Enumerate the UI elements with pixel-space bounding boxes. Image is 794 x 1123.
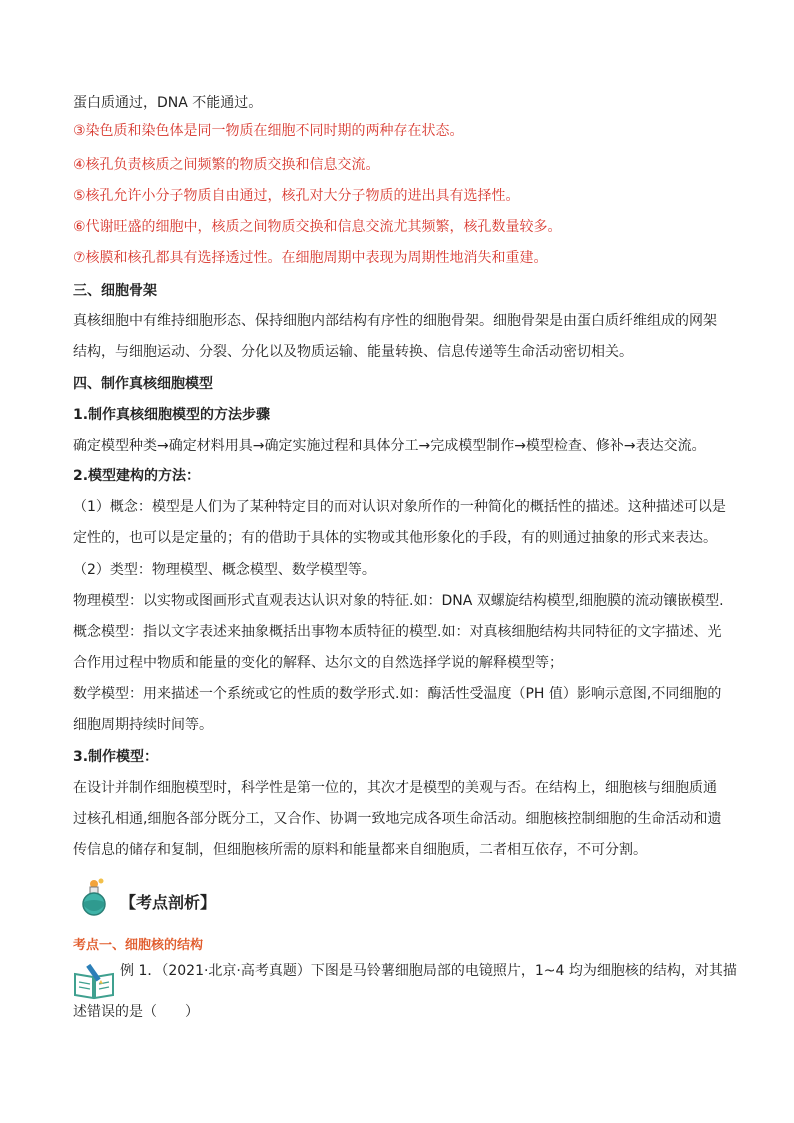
text-line: ⑦核膜和核孔都具有选择透过性。在细胞周期中表现为周期性地消失和重建。 — [73, 250, 548, 266]
example-question: 例 1．（2021·北京·高考真题）下图是马铃薯细胞局部的电镜照片，1~4 均为细胞核的结构，对其描 — [120, 963, 737, 979]
subheading: 1.制作真核细胞模型的方法步骤 — [73, 407, 271, 423]
text-line: 过核孔相通,细胞各部分既分工，又合作、协调一致地完成各项生命活动。细胞核控制细胞的生命活动和遗 — [73, 811, 722, 827]
subheading: 2.模型建构的方法： — [73, 468, 201, 484]
section-heading: 四、制作真核细胞模型 — [73, 376, 213, 392]
text-line: 数学模型：用来描述一个系统或它的性质的数学形式.如：酶活性受温度（PH 值）影响示意图,不同细胞的 — [73, 686, 722, 702]
text-line: 概念模型：指以文字表述来抽象概括出事物本质特征的模型.如：对真核细胞结构共同特征的文字描述、光 — [73, 624, 722, 640]
text-line: 合作用过程中物质和能量的变化的解释、达尔文的自然选择学说的解释模型等； — [73, 655, 563, 671]
text-line: 传信息的储存和复制，但细胞核所需的原料和能量都来自细胞质，二者相互依存，不可分割。 — [73, 842, 647, 858]
text-line: 蛋白质通过，DNA 不能通过。 — [73, 95, 263, 111]
text-line: 细胞周期持续时间等。 — [73, 717, 213, 733]
keypoint-title: 考点一、细胞核的结构 — [73, 938, 204, 953]
subheading: 3.制作模型： — [73, 749, 159, 765]
section-heading: 三、细胞骨架 — [73, 283, 157, 299]
text-line: 真核细胞中有维持细胞形态、保持细胞内部结构有序性的细胞骨架。细胞骨架是由蛋白质纤维组成的网架 — [73, 313, 717, 329]
text-line: 确定模型种类→确定材料用具→确定实施过程和具体分工→完成模型制作→模型检查、修补→表达交流。 — [73, 438, 706, 454]
text-line: （2）类型：物理模型、概念模型、数学模型等。 — [73, 562, 376, 578]
text-line: ⑥代谢旺盛的细胞中，核质之间物质交换和信息交流尤其频繁，核孔数量较多。 — [73, 219, 562, 235]
example-question-cont: 述错误的是（ ） — [73, 1004, 199, 1020]
text-line: （1）概念：模型是人们为了某种特定目的而对认识对象所作的一种简化的概括性的描述。这种描述可以是 — [73, 499, 726, 515]
text-line: 在设计并制作细胞模型时，科学性是第一位的，其次才是模型的美观与否。在结构上，细胞核与细胞质通 — [73, 780, 717, 796]
text-line: ③染色质和染色体是同一物质在细胞不同时期的两种存在状态。 — [73, 123, 464, 139]
flask-icon — [74, 876, 114, 916]
text-line: ④核孔负责核质之间频繁的物质交换和信息交流。 — [73, 157, 380, 173]
text-line: ⑤核孔允许小分子物质自由通过，核孔对大分子物质的进出具有选择性。 — [73, 188, 520, 204]
text-line: 结构，与细胞运动、分裂、分化以及物质运输、能量转换、信息传递等生命活动密切相关。 — [73, 344, 633, 360]
section-title: 【考点剖析】 — [120, 893, 217, 912]
text-line: 物理模型：以实物或图画形式直观表达认识对象的特征.如：DNA 双螺旋结构模型,细胞膜的流动镶嵌模型. — [73, 593, 724, 609]
text-line: 定性的，也可以是定量的；有的借助于具体的实物或其他形象化的手段，有的则通过抽象的形式来表达。 — [73, 530, 717, 546]
book-pencil-icon — [72, 962, 116, 1000]
